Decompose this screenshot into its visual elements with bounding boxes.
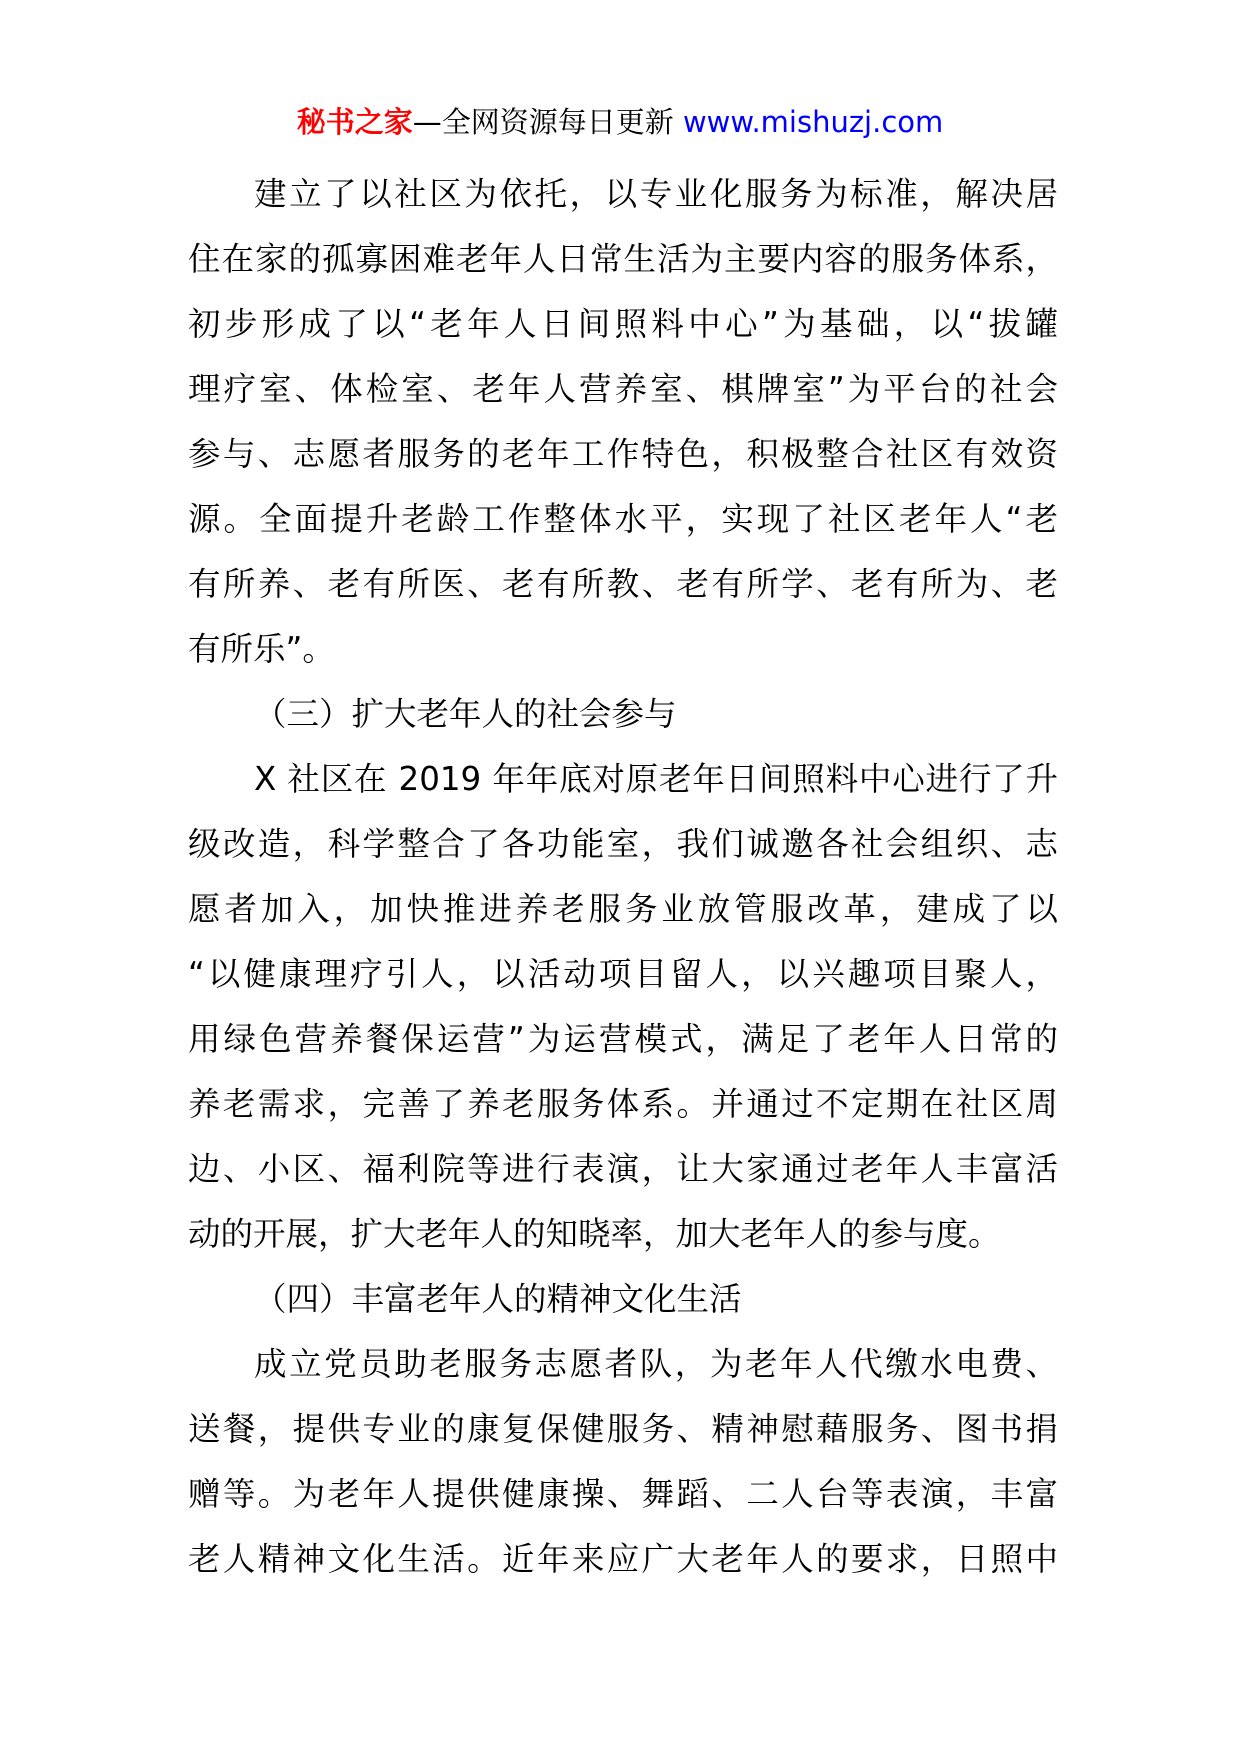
paragraph-line: 动的开展，扩大老年人的知晓率，加大老年人的参与度。 xyxy=(188,1215,1001,1253)
paragraph-line: 有所乐”。 xyxy=(188,630,335,668)
paragraph-line: X 社区在 2019 年年底对原老年日间照料中心进行了升 xyxy=(254,760,1058,798)
page-header xyxy=(0,100,1240,144)
paragraph-line: 愿者加入，加快推进养老服务业放管服改革，建成了以 xyxy=(188,890,1058,928)
paragraph-line: 源。全面提升老龄工作整体水平，实现了社区老年人“老 xyxy=(188,500,1058,538)
header-brand: 秘书之家 xyxy=(296,105,413,139)
header-url-link[interactable]: www.mishuzj.com xyxy=(682,105,944,139)
paragraph-line: “以健康理疗引人，以活动项目留人，以兴趣项目聚人， xyxy=(188,955,1058,993)
section-heading: （三）扩大老年人的社会参与 xyxy=(254,695,677,733)
header-tagline: —全网资源每日更新 xyxy=(412,105,683,139)
paragraph-line: 级改造，科学整合了各功能室，我们诚邀各社会组织、志 xyxy=(188,825,1058,863)
document-body xyxy=(188,162,1058,1592)
paragraph-line: 成立党员助老服务志愿者队，为老年人代缴水电费、 xyxy=(254,1345,1058,1383)
paragraph-line: 初步形成了以“老年人日间照料中心”为基础，以“拔罐 xyxy=(188,305,1058,343)
paragraph-line: 赠等。为老年人提供健康操、舞蹈、二人台等表演，丰富 xyxy=(188,1475,1058,1513)
paragraph-line: 老人精神文化生活。近年来应广大老年人的要求，日照中 xyxy=(188,1540,1058,1578)
paragraph-line: 用绿色营养餐保运营”为运营模式，满足了老年人日常的 xyxy=(188,1020,1058,1058)
paragraph-line: 参与、志愿者服务的老年工作特色，积极整合社区有效资 xyxy=(188,435,1058,473)
paragraph-line: 边、小区、福利院等进行表演，让大家通过老年人丰富活 xyxy=(188,1150,1058,1188)
paragraph-line: 养老需求，完善了养老服务体系。并通过不定期在社区周 xyxy=(188,1085,1058,1123)
paragraph-line: 建立了以社区为依托，以专业化服务为标准，解决居 xyxy=(254,175,1058,213)
paragraph-line: 理疗室、体检室、老年人营养室、棋牌室”为平台的社会 xyxy=(188,370,1058,408)
section-heading: （四）丰富老年人的精神文化生活 xyxy=(254,1280,742,1318)
paragraph-line: 有所养、老有所医、老有所教、老有所学、老有所为、老 xyxy=(188,565,1058,603)
paragraph-line: 住在家的孤寡困难老年人日常生活为主要内容的服务体系， xyxy=(188,240,1058,278)
paragraph-line: 送餐，提供专业的康复保健服务、精神慰藉服务、图书捐 xyxy=(188,1410,1058,1448)
